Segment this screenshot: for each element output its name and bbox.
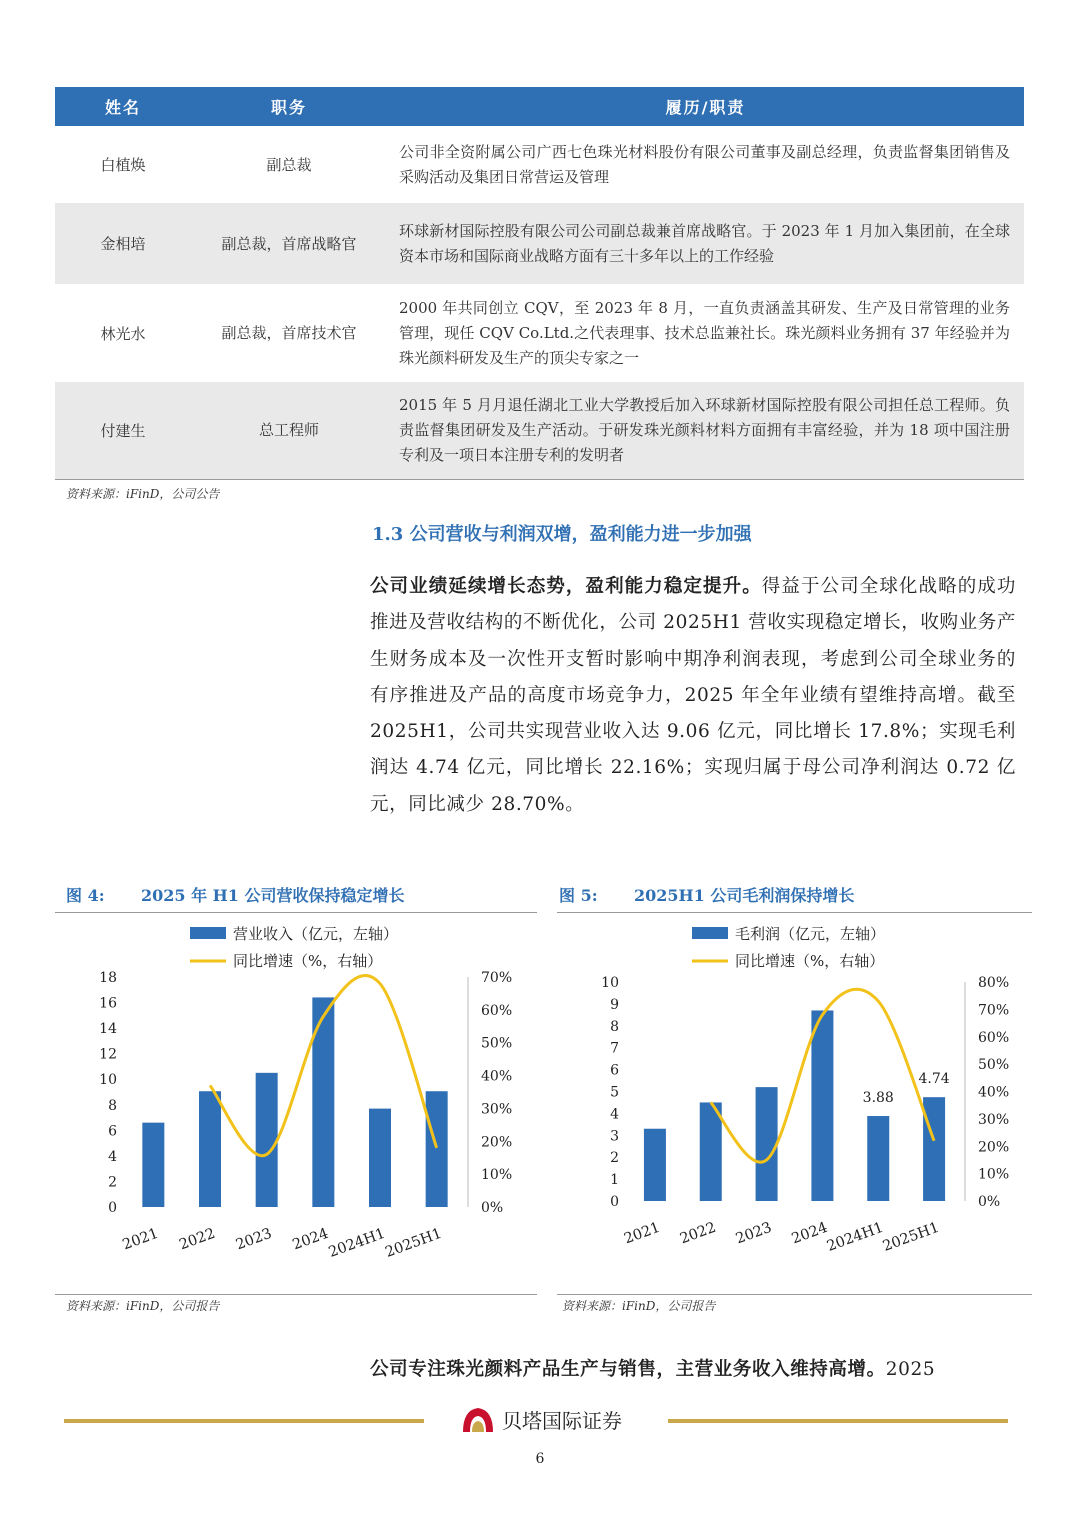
right-axis-tick-label: 0% (978, 1194, 1001, 1210)
left-axis-tick-label: 1 (610, 1172, 619, 1189)
right-axis-tick-label: 30% (978, 1111, 1010, 1128)
right-axis-tick-label: 20% (481, 1134, 513, 1151)
body-paragraph-2 (370, 1352, 1016, 1388)
left-axis-tick-label: 12 (99, 1046, 117, 1063)
right-axis-tick-label: 60% (978, 1029, 1010, 1046)
legend-bar-swatch (692, 927, 728, 939)
management-table (55, 87, 1024, 480)
cell-name: 白植焕 (55, 126, 191, 203)
left-axis-tick-label: 4 (108, 1148, 117, 1165)
left-axis-tick-label: 14 (99, 1021, 117, 1038)
table-row (55, 126, 1024, 203)
table-source-note: 资料来源：iFinD，公司公告 (66, 487, 220, 501)
brand-name: 贝塔国际证券 (502, 1408, 622, 1433)
body-paragraph-text: 得益于公司全球化战略的成功推进及营收结构的不断优化，公司 2025H1 营收实现稳定增长，收购业务产生财务成本及一次性开支暂时影响中期净利润表现，考虑到公司全球业务的有序推进及产品的高度市场竞争力，2025 年全年业绩有望维持高增。截至 2025H1，公司共实现营业收入达 9.06 亿元，同比增长 17.8%；实现毛利润达 4.74 亿元，同比增长 22.16%；实现归属于母公司净利润达 0.72 亿元，同比减少 28.70%。 (370, 576, 1016, 815)
legend-line-label: 同比增速（%，右轴） (735, 952, 885, 970)
table-row (55, 203, 1024, 284)
section-title: 1.3 公司营收与利润双增，盈利能力进一步加强 (372, 524, 752, 545)
left-axis-tick-label: 9 (610, 996, 619, 1013)
cell-name: 付建生 (55, 382, 191, 479)
figure-4-chart (55, 915, 537, 1290)
right-axis-tick-label: 0% (481, 1200, 504, 1216)
right-axis-tick-label: 20% (978, 1139, 1010, 1156)
body-paragraph-2-text: 2025 (885, 1359, 936, 1380)
right-axis-tick-label: 10% (481, 1167, 513, 1184)
bar-data-label: 3.88 (862, 1090, 894, 1107)
bar-2025H1 (426, 1091, 448, 1207)
header-bio: 履历/职责 (387, 87, 1024, 126)
cell-role: 副总裁，首席技术官 (191, 284, 387, 382)
figure-5-number: 图 5: (559, 886, 598, 905)
x-axis-tick-label: 2024 (789, 1219, 830, 1248)
x-axis-tick-label: 2022 (177, 1225, 218, 1254)
bar-2022 (700, 1102, 722, 1201)
cell-name: 金相培 (55, 203, 191, 284)
left-axis-tick-label: 16 (99, 995, 117, 1012)
left-axis-tick-label: 7 (610, 1040, 619, 1057)
figure-5-caption: 2025H1 公司毛利润保持增长 (634, 886, 855, 905)
left-axis-tick-label: 2 (610, 1150, 619, 1167)
figure-5-top-rule (557, 912, 1032, 913)
bar-data-label: 4.74 (918, 1071, 950, 1088)
left-axis-tick-label: 0 (610, 1194, 619, 1210)
right-axis-tick-label: 80% (978, 975, 1010, 991)
bar-2023 (756, 1087, 778, 1201)
cell-role: 副总裁 (191, 126, 387, 203)
bar-2024H1 (369, 1109, 391, 1207)
x-axis-tick-label: 2025H1 (880, 1219, 942, 1255)
left-axis-tick-label: 18 (99, 970, 117, 986)
figure-5-source-note: 资料来源：iFinD，公司报告 (562, 1299, 716, 1313)
brand-logo-icon (460, 1404, 496, 1434)
x-axis-tick-label: 2024 (290, 1225, 331, 1254)
legend-bar-label: 毛利润（亿元，左轴） (735, 925, 886, 943)
x-axis-tick-label: 2024H1 (326, 1225, 388, 1261)
left-axis-tick-label: 10 (601, 975, 619, 991)
bar-2023 (256, 1073, 278, 1207)
cell-bio: 2000 年共同创立 CQV，至 2023 年 8 月，一直负责涵盖其研发、生产及日常管理的业务管理，现任 CQV Co.Ltd.之代表理事、技术总监兼社长。珠光颜料业务拥有 37 年经验并为珠光颜料研发及生产的顶尖专家之一 (387, 284, 1024, 382)
cell-name: 林光水 (55, 284, 191, 382)
figure-4-title (66, 883, 405, 906)
header-role: 职务 (191, 87, 387, 126)
right-axis-tick-label: 50% (481, 1035, 513, 1052)
x-axis-tick-label: 2021 (120, 1225, 161, 1254)
cell-role: 副总裁，首席战略官 (191, 203, 387, 284)
x-axis-tick-label: 2023 (733, 1219, 774, 1248)
figure-4-caption: 2025 年 H1 公司营收保持稳定增长 (141, 886, 405, 905)
left-axis-tick-label: 6 (108, 1123, 117, 1140)
bar-2021 (142, 1123, 164, 1207)
cell-bio: 2015 年 5 月月退任湖北工业大学教授后加入环球新材国际控股有限公司担任总工程师。负责监督集团研发及生产活动。于研发珠光颜料材料方面拥有丰富经验，并为 18 项中国注册专利及一项日本注册专利的发明者 (387, 382, 1024, 479)
left-axis-tick-label: 0 (108, 1200, 117, 1216)
bar-2022 (199, 1091, 221, 1207)
footer-gold-line-left (64, 1419, 424, 1423)
body-paragraph-lead: 公司业绩延续增长态势，盈利能力稳定提升。 (370, 576, 762, 597)
figure-5-chart (557, 915, 1032, 1290)
footer-logo (460, 1403, 622, 1435)
legend-line-label: 同比增速（%，右轴） (233, 952, 383, 970)
left-axis-tick-label: 10 (99, 1072, 117, 1089)
left-axis-tick-label: 8 (610, 1018, 619, 1035)
x-axis-tick-label: 2025H1 (383, 1225, 445, 1261)
bar-2024 (811, 1010, 833, 1201)
figure-4-number: 图 4: (66, 886, 105, 905)
x-axis-tick-label: 2021 (622, 1219, 663, 1248)
right-axis-tick-label: 50% (978, 1057, 1010, 1074)
right-axis-tick-label: 10% (978, 1166, 1010, 1183)
legend-bar-swatch (190, 927, 226, 939)
cell-bio: 环球新材国际控股有限公司公司副总裁兼首席战略官。于 2023 年 1 月加入集团前，在全球资本市场和国际商业战略方面有三十多年以上的工作经验 (387, 203, 1024, 284)
right-axis-tick-label: 70% (481, 970, 513, 986)
bar-2024H1 (867, 1116, 889, 1201)
legend-bar-label: 营业收入（亿元，左轴） (233, 925, 399, 943)
right-axis-tick-label: 30% (481, 1101, 513, 1118)
right-axis-tick-label: 40% (978, 1084, 1010, 1101)
left-axis-tick-label: 5 (610, 1084, 619, 1101)
cell-role: 总工程师 (191, 382, 387, 479)
figure-4-bottom-rule (55, 1294, 537, 1295)
left-axis-tick-label: 6 (610, 1062, 619, 1079)
figure-5-bottom-rule (557, 1294, 1032, 1295)
header-name: 姓名 (55, 87, 191, 126)
x-axis-tick-label: 2022 (677, 1219, 719, 1248)
table-header-row (55, 87, 1024, 126)
table-row (55, 382, 1024, 479)
bar-2025H1 (923, 1097, 945, 1201)
figure-4-source-note: 资料来源：iFinD，公司报告 (66, 1299, 220, 1313)
left-axis-tick-label: 8 (108, 1097, 117, 1114)
figure-5-title (559, 883, 854, 906)
cell-bio: 公司非全资附属公司广西七色珠光材料股份有限公司董事及副总经理，负责监督集团销售及采购活动及集团日常营运及管理 (387, 126, 1024, 203)
right-axis-tick-label: 40% (481, 1068, 513, 1085)
right-axis-tick-label: 70% (978, 1002, 1010, 1019)
left-axis-tick-label: 4 (610, 1106, 619, 1123)
right-axis-tick-label: 60% (481, 1002, 513, 1019)
left-axis-tick-label: 2 (108, 1174, 117, 1191)
figure-4-top-rule (55, 912, 537, 913)
x-axis-tick-label: 2024H1 (824, 1219, 886, 1255)
bar-2021 (644, 1129, 666, 1201)
left-axis-tick-label: 3 (610, 1128, 619, 1145)
footer-gold-line-right (668, 1419, 1008, 1423)
x-axis-tick-label: 2023 (233, 1225, 275, 1254)
body-paragraph (370, 569, 1016, 823)
table-row (55, 284, 1024, 382)
body-paragraph-2-lead: 公司专注珠光颜料产品生产与销售，主营业务收入维持高增。 (370, 1359, 886, 1380)
page-number: 6 (535, 1451, 545, 1467)
